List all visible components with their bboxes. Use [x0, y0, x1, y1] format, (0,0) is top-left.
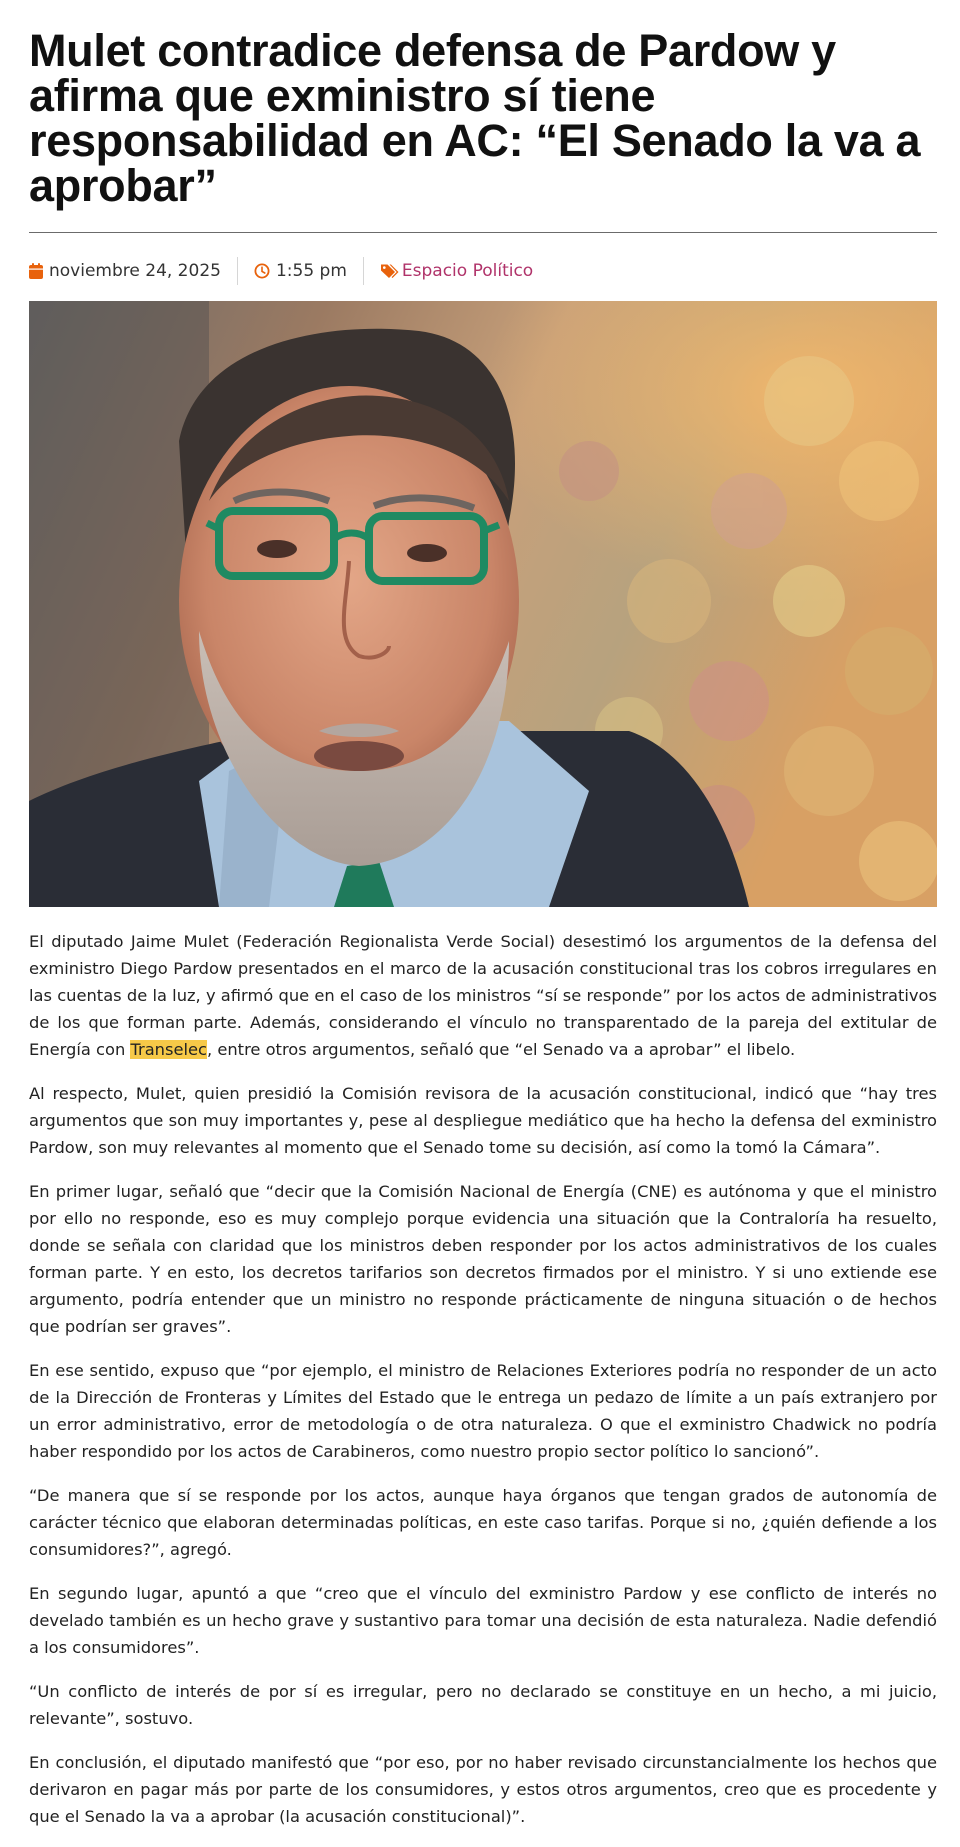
article-body [29, 928, 937, 1830]
article-paragraph: En segundo lugar, apuntó a que “creo que el vínculo del exministro Pardow y ese conflicto de interés no develado también es un hecho grave y sustantivo para tomar una decisión de esta naturaleza. Nadie defendió a los consumidores”. [29, 1584, 937, 1657]
article-meta [29, 254, 937, 288]
clock-icon [254, 263, 270, 279]
calendar-icon [29, 263, 43, 279]
article-title: Mulet contradice defensa de Pardow y afirma que exministro sí tiene responsabilidad en AC: “El Senado la va a aprobar” [29, 25, 921, 211]
category-link[interactable]: Espacio Político [401, 261, 534, 281]
article-paragraph: En primer lugar, señaló que “decir que la Comisión Nacional de Energía (CNE) es autónoma y que el ministro por ello no responde, eso es muy complejo porque evidencia una situación que la Contraloría ha resuelto, donde se señala con claridad que los ministros deben responder por los actos administrativos de los cuales forman parte. Y en esto, los decretos tarifarios son decretos firmados por el ministro. Y si uno extiende ese argumento, podría entender que un ministro no responde prácticamente de ninguna situación o de hechos que podrían ser graves”. [29, 1182, 937, 1336]
meta-separator [237, 257, 238, 285]
article-paragraph: En conclusión, el diputado manifestó que “por eso, por no haber revisado circunstancialmente los hechos que derivaron en pagar más por parte de los consumidores, y estos otros argumentos, creo que es procedente y que el Senado la va a aprobar (la acusación constitucional)”. [29, 1753, 937, 1826]
meta-date [29, 254, 221, 288]
title-divider [29, 232, 937, 233]
article-paragraph: Al respecto, Mulet, quien presidió la Comisión revisora de la acusación constitucional, indicó que “hay tres argumentos que son muy importantes y, pese al despliegue mediático que ha hecho la defensa del exministro Pardow, son muy relevantes al momento que el Senado tome su decisión, así como la tomó la Cámara”. [29, 1084, 937, 1157]
article-paragraph [29, 928, 937, 1063]
article-paragraph: En ese sentido, expuso que “por ejemplo, el ministro de Relaciones Exteriores podría no responder de un acto de la Dirección de Fronteras y Límites del Estado que le entrega un pedazo de límite a un país extranjero por un error administrativo, error de metodología o de otra naturaleza. O que el exministro Chadwick no podría haber respondido por los actos de Carabineros, como nuestro propio sector político lo sancionó”. [29, 1361, 937, 1461]
meta-date-text: noviembre 24, 2025 [49, 261, 221, 281]
meta-category [380, 254, 533, 288]
meta-time [254, 254, 347, 288]
highlighted-term: Transelec [130, 1040, 207, 1059]
meta-separator [363, 257, 364, 285]
tags-icon [380, 263, 400, 279]
article-paragraph: “Un conflicto de interés de por sí es irregular, pero no declarado se constituye en un hecho, a mi juicio, relevante”, sostuvo. [29, 1682, 937, 1728]
article [29, 0, 937, 1847]
paragraph-text: El diputado Jaime Mulet (Federación Regionalista Verde Social) desestimó los argumentos de la defensa del exministro Diego Pardow presentados en el marco de la acusación constitucional tras los cobros irregulares en las cuentas de la luz, y afirmó que en el caso de los ministros “sí se responde” por los actos de administrativos de los que forman parte. Además, considerando el vínculo no transparentado de la pareja del extitular de Energía con [29, 932, 937, 1059]
paragraph-text: , entre otros argumentos, señaló que “el Senado va a aprobar” el libelo. [207, 1040, 796, 1059]
hero-image [29, 301, 937, 907]
meta-time-text: 1:55 pm [275, 261, 347, 281]
article-paragraph: “De manera que sí se responde por los actos, aunque haya órganos que tengan grados de autonomía de carácter técnico que elaboran determinadas políticas, en este caso tarifas. Porque si no, ¿quién defiende a los consumidores?”, agregó. [29, 1486, 937, 1559]
